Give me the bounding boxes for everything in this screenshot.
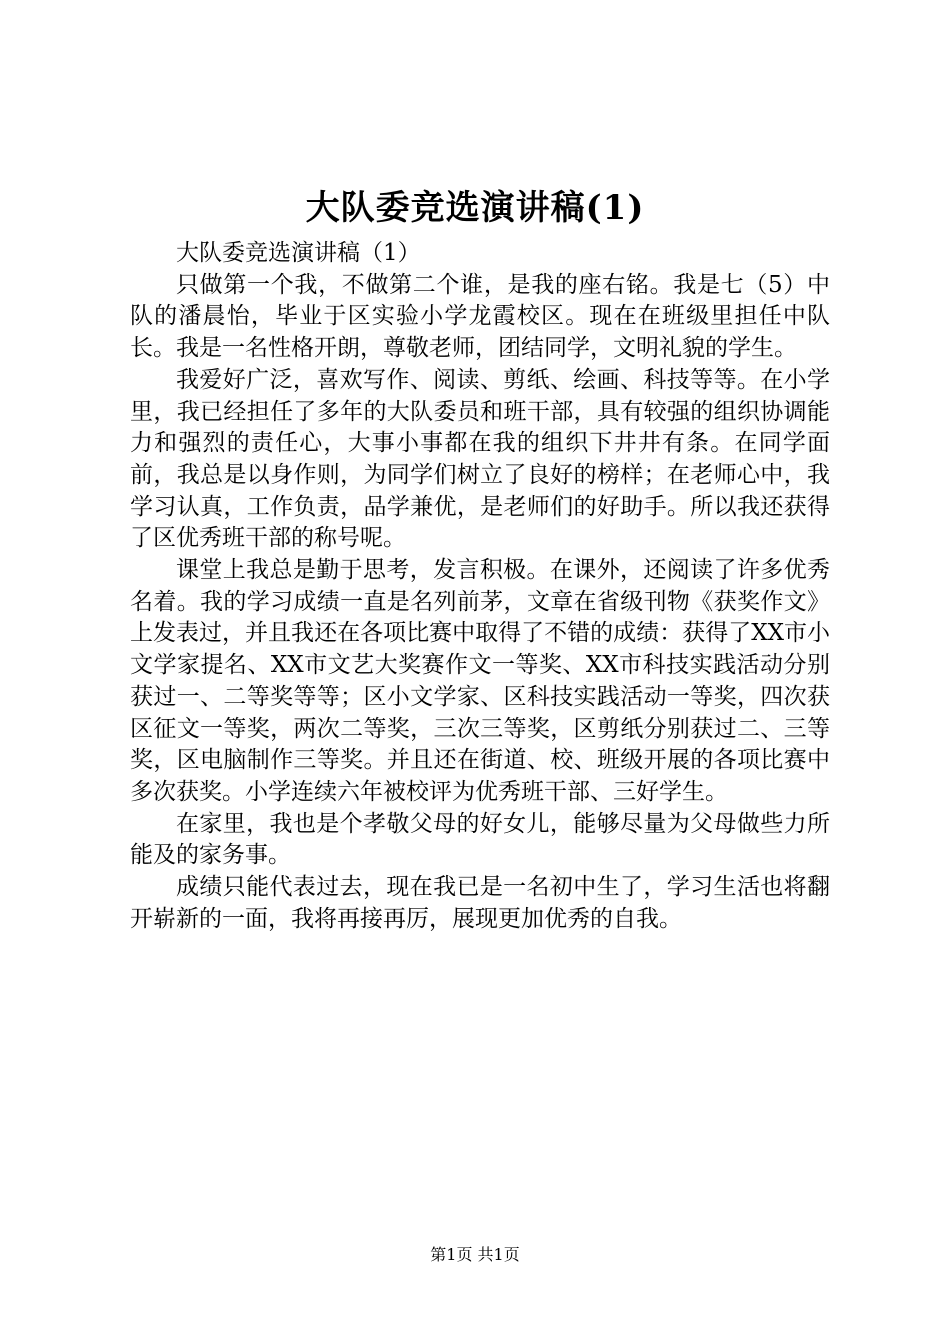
document-title: 大队委竞选演讲稿(1) bbox=[305, 188, 645, 228]
page-number-footer: 第1页 共1页 bbox=[430, 1245, 520, 1264]
paragraph-3: 课堂上我总是勤于思考，发言积极。在课外，还阅读了许多优秀名着。我的学习成绩一直是名列前茅，文章在省级刊物《获奖作文》上发表过，并且我还在各项比赛中取得了不错的成绩：获得了XX市小文学家提名、XX市文艺大奖赛作文一等奖、XX市科技实践活动分别获过一、二等奖等等；区小文学家、区科技实践活动一等奖，四次获区征文一等奖，两次二等奖，三次三等奖，区剪纸分别获过二、三等奖，区电脑制作三等奖。并且还在街道、校、班级开展的各项比赛中多次获奖。小学连续六年被校评为优秀班干部、三好学生。 bbox=[130, 557, 830, 805]
document-body bbox=[130, 238, 830, 935]
document-subtitle: 大队委竞选演讲稿（1） bbox=[176, 240, 421, 266]
paragraph-1: 只做第一个我，不做第二个谁，是我的座右铭。我是七（5）中队的潘晨怡，毕业于区实验小学龙霞校区。现在在班级里担任中队长。我是一名性格开朗，尊敬老师，团结同学，文明礼貌的学生。 bbox=[130, 271, 830, 362]
paragraph-2: 我爱好广泛，喜欢写作、阅读、剪纸、绘画、科技等等。在小学里，我已经担任了多年的大队委员和班干部，具有较强的组织协调能力和强烈的责任心，大事小事都在我的组织下井井有条。在同学面前，我总是以身作则，为同学们树立了良好的榜样；在老师心中，我学习认真，工作负责，品学兼优，是老师们的好助手。所以我还获得了区优秀班干部的称号呢。 bbox=[130, 366, 830, 552]
paragraph-4: 在家里，我也是个孝敬父母的好女儿，能够尽量为父母做些力所能及的家务事。 bbox=[130, 810, 830, 869]
paragraph-5: 成绩只能代表过去，现在我已是一名初中生了，学习生活也将翻开崭新的一面，我将再接再厉，展现更加优秀的自我。 bbox=[130, 874, 830, 932]
